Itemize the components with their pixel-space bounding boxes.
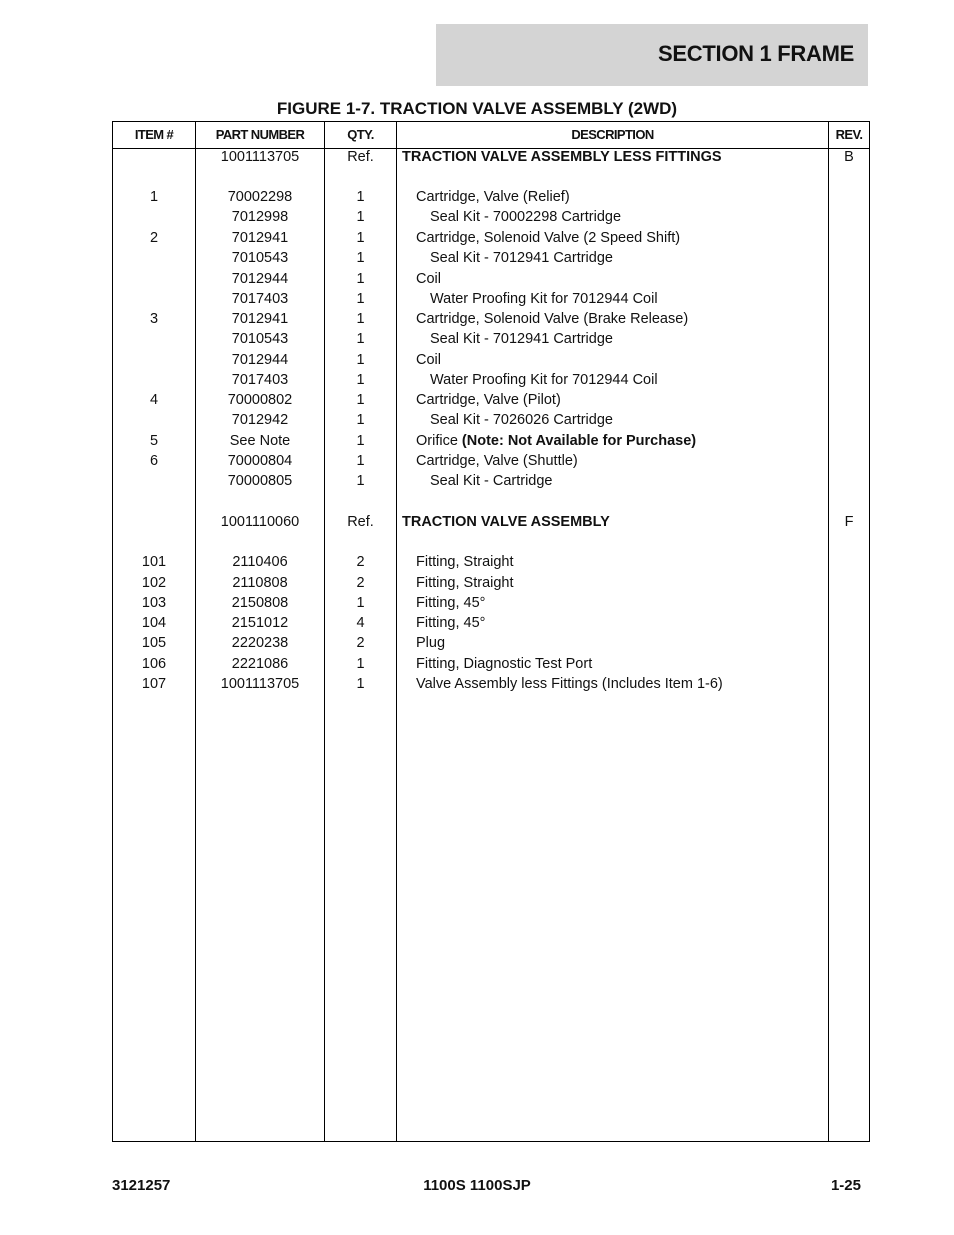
quantity <box>325 451 396 471</box>
quantity-text: 1 <box>356 453 365 469</box>
quantity <box>325 552 396 572</box>
part-number <box>196 410 324 430</box>
quantity-text: 1 <box>356 372 365 388</box>
description <box>402 613 841 633</box>
table-row <box>113 269 869 289</box>
description-text: Cartridge, Valve (Relief) <box>416 189 570 205</box>
description-text: Water Proofing Kit for 7012944 Coil <box>430 372 658 388</box>
quantity <box>325 289 396 309</box>
part-number-text: 7010543 <box>231 331 289 347</box>
quantity <box>325 573 396 593</box>
part-number-text: 7012941 <box>231 311 289 327</box>
description-text: Fitting, 45° <box>416 615 486 631</box>
quantity-text: 1 <box>356 189 365 205</box>
quantity <box>325 329 396 349</box>
table-row <box>113 633 869 653</box>
header-qty: QTY. <box>347 127 374 142</box>
table-row <box>113 410 869 430</box>
item-number <box>113 573 195 593</box>
part-number <box>196 593 324 613</box>
description <box>402 471 855 491</box>
item-number-text: 106 <box>141 656 167 672</box>
quantity <box>325 593 396 613</box>
table-row <box>113 471 869 491</box>
description-text: Fitting, Straight <box>416 554 514 570</box>
revision <box>829 512 869 532</box>
item-number <box>113 451 195 471</box>
table-row <box>113 248 869 268</box>
quantity-text: 1 <box>356 595 365 611</box>
part-number <box>196 654 324 674</box>
item-number-text: 105 <box>141 635 167 651</box>
section-title: SECTION 1 FRAME <box>658 41 854 66</box>
description <box>402 451 841 471</box>
quantity-text: 1 <box>356 412 365 428</box>
description <box>402 593 841 613</box>
part-number <box>196 370 324 390</box>
table-row <box>113 512 869 532</box>
quantity-text: 1 <box>356 230 365 246</box>
part-number-text: 7017403 <box>231 372 289 388</box>
part-number <box>196 248 324 268</box>
part-number <box>196 552 324 572</box>
quantity <box>325 674 396 694</box>
item-number <box>113 309 195 329</box>
footer-page-number: 1-25 <box>830 1177 861 1194</box>
item-number <box>113 187 195 207</box>
part-number-text: 70000804 <box>227 453 293 469</box>
quantity-text: 2 <box>356 635 365 651</box>
part-number <box>196 350 324 370</box>
table-row <box>113 593 869 613</box>
part-number <box>196 329 324 349</box>
part-number <box>196 228 324 248</box>
part-number <box>196 289 324 309</box>
description <box>402 248 855 268</box>
description <box>402 552 841 572</box>
part-number-text: 2150808 <box>231 595 289 611</box>
description <box>402 269 841 289</box>
quantity <box>325 633 396 653</box>
item-number-text: 107 <box>141 676 167 692</box>
quantity <box>325 654 396 674</box>
table-row <box>113 187 869 207</box>
description-text: Cartridge, Valve (Pilot) <box>416 392 561 408</box>
description-text: Coil <box>416 271 441 287</box>
description <box>402 289 855 309</box>
quantity <box>325 471 396 491</box>
part-number-text: 70002298 <box>227 189 293 205</box>
part-number <box>196 451 324 471</box>
quantity-text: Ref. <box>347 514 374 530</box>
description-note: (Note: Not Available for Purchase) <box>461 433 697 449</box>
description <box>402 674 841 694</box>
quantity <box>325 410 396 430</box>
part-number-text: 1001113705 <box>220 149 300 165</box>
table-row <box>113 289 869 309</box>
part-number <box>196 207 324 227</box>
revision-text: F <box>844 514 854 530</box>
table-row <box>113 390 869 410</box>
description-text: Valve Assembly less Fittings (Includes Item 1-6) <box>416 676 723 692</box>
quantity-text: 1 <box>356 433 365 449</box>
description-text: Cartridge, Solenoid Valve (2 Speed Shift) <box>416 230 681 246</box>
description <box>402 329 855 349</box>
item-number-text: 104 <box>141 615 167 631</box>
description <box>402 633 841 653</box>
quantity-text: 1 <box>356 473 365 489</box>
table-row <box>113 228 869 248</box>
header-description: DESCRIPTION <box>571 127 654 142</box>
quantity-text: 2 <box>356 575 365 591</box>
item-number-text: 5 <box>149 433 159 449</box>
table-row <box>113 350 869 370</box>
description <box>402 370 855 390</box>
part-number-text: 2151012 <box>231 615 289 631</box>
item-number <box>113 593 195 613</box>
description-text: Seal Kit - 7012941 Cartridge <box>430 250 613 266</box>
quantity-text: 1 <box>356 392 365 408</box>
quantity <box>325 147 396 167</box>
description-text: Seal Kit - 7012941 Cartridge <box>430 331 613 347</box>
description-text: TRACTION VALVE ASSEMBLY <box>402 514 610 530</box>
description <box>402 207 855 227</box>
quantity <box>325 613 396 633</box>
quantity-text: 4 <box>356 615 365 631</box>
parts-table <box>112 121 870 1142</box>
description-text: Orifice <box>416 433 462 449</box>
quantity <box>325 309 396 329</box>
item-number-text: 6 <box>149 453 159 469</box>
part-number-text: See Note <box>229 433 291 449</box>
part-number-text: 70000805 <box>227 473 293 489</box>
table-row <box>113 613 869 633</box>
item-number <box>113 552 195 572</box>
part-number-text: 7012998 <box>231 209 289 225</box>
description-text: Fitting, 45° <box>416 595 486 611</box>
item-number <box>113 674 195 694</box>
description-text: Fitting, Diagnostic Test Port <box>416 656 593 672</box>
description <box>402 573 841 593</box>
table-row <box>113 674 869 694</box>
part-number <box>196 309 324 329</box>
part-number <box>196 431 324 451</box>
item-number <box>113 613 195 633</box>
part-number-text: 7010543 <box>231 250 289 266</box>
description-text: Coil <box>416 352 441 368</box>
part-number-text: 7012944 <box>231 271 289 287</box>
item-number-text: 4 <box>149 392 159 408</box>
item-number-text: 3 <box>149 311 159 327</box>
header-rev: REV. <box>835 127 863 142</box>
part-number <box>196 187 324 207</box>
description <box>402 309 841 329</box>
part-number-text: 7017403 <box>231 291 289 307</box>
quantity <box>325 370 396 390</box>
description <box>402 410 855 430</box>
quantity-text: 1 <box>356 271 365 287</box>
quantity-text: 2 <box>356 554 365 570</box>
item-number <box>113 228 195 248</box>
description-text: Water Proofing Kit for 7012944 Coil <box>430 291 658 307</box>
quantity <box>325 187 396 207</box>
description <box>402 228 841 248</box>
footer-model: 1100S 1100SJP <box>423 1177 531 1194</box>
part-number <box>196 633 324 653</box>
description-text: Plug <box>416 635 446 651</box>
description-text: Fitting, Straight <box>416 575 514 591</box>
part-number-text: 2221086 <box>231 656 289 672</box>
quantity-text: 1 <box>356 209 365 225</box>
quantity <box>325 431 396 451</box>
header-item: ITEM # <box>134 127 174 142</box>
quantity <box>325 390 396 410</box>
quantity <box>325 512 396 532</box>
item-number <box>113 431 195 451</box>
part-number <box>196 512 324 532</box>
description <box>402 654 841 674</box>
revision-text: B <box>844 149 854 165</box>
item-number <box>113 654 195 674</box>
quantity-text: 1 <box>356 656 365 672</box>
item-number-text: 102 <box>141 575 167 591</box>
description <box>402 350 841 370</box>
footer-doc-number: 3121257 <box>112 1177 171 1194</box>
description <box>402 431 841 451</box>
item-number <box>113 390 195 410</box>
description-text: Cartridge, Valve (Shuttle) <box>416 453 578 469</box>
figure-title: FIGURE 1-7. TRACTION VALVE ASSEMBLY (2WD) <box>276 99 678 118</box>
quantity-text: 1 <box>356 250 365 266</box>
revision <box>829 147 869 167</box>
header-part-number: PART NUMBER <box>215 127 305 142</box>
quantity <box>325 228 396 248</box>
table-row <box>113 451 869 471</box>
part-number-text: 7012941 <box>231 230 289 246</box>
part-number <box>196 613 324 633</box>
table-row <box>113 370 869 390</box>
quantity-text: 1 <box>356 676 365 692</box>
description <box>402 512 827 532</box>
part-number <box>196 269 324 289</box>
part-number-text: 7012942 <box>231 412 289 428</box>
quantity <box>325 207 396 227</box>
description-text: Cartridge, Solenoid Valve (Brake Release) <box>416 311 689 327</box>
part-number-text: 1001113705 <box>220 676 300 692</box>
item-number-text: 1 <box>149 189 159 205</box>
table-row <box>113 329 869 349</box>
description-text: Seal Kit - Cartridge <box>430 473 553 489</box>
table-row <box>113 552 869 572</box>
item-number-text: 103 <box>141 595 167 611</box>
part-number <box>196 390 324 410</box>
quantity <box>325 350 396 370</box>
description <box>402 187 841 207</box>
part-number <box>196 471 324 491</box>
description-text: Seal Kit - 70002298 Cartridge <box>430 209 622 225</box>
description <box>402 147 827 167</box>
item-number-text: 2 <box>149 230 159 246</box>
quantity-text: 1 <box>356 352 365 368</box>
part-number <box>196 147 324 167</box>
quantity-text: Ref. <box>347 149 374 165</box>
part-number-text: 2110808 <box>232 575 288 591</box>
part-number-text: 1001110060 <box>220 514 300 530</box>
table-row <box>113 147 869 167</box>
table-row <box>113 309 869 329</box>
quantity-text: 1 <box>356 291 365 307</box>
quantity-text: 1 <box>356 331 365 347</box>
table-row <box>113 207 869 227</box>
quantity-text: 1 <box>356 311 365 327</box>
part-number-text: 2110406 <box>232 554 288 570</box>
description <box>402 390 841 410</box>
part-number <box>196 674 324 694</box>
item-number <box>113 633 195 653</box>
table-row <box>113 573 869 593</box>
table-row <box>113 431 869 451</box>
description-text: Seal Kit - 7026026 Cartridge <box>430 412 613 428</box>
part-number-text: 2220238 <box>231 635 289 651</box>
item-number-text: 101 <box>141 554 167 570</box>
table-row <box>113 654 869 674</box>
quantity <box>325 269 396 289</box>
section-header-box <box>436 24 868 86</box>
part-number-text: 70000802 <box>227 392 293 408</box>
part-number <box>196 573 324 593</box>
part-number-text: 7012944 <box>231 352 289 368</box>
quantity <box>325 248 396 268</box>
description-text: TRACTION VALVE ASSEMBLY LESS FITTINGS <box>402 149 722 165</box>
